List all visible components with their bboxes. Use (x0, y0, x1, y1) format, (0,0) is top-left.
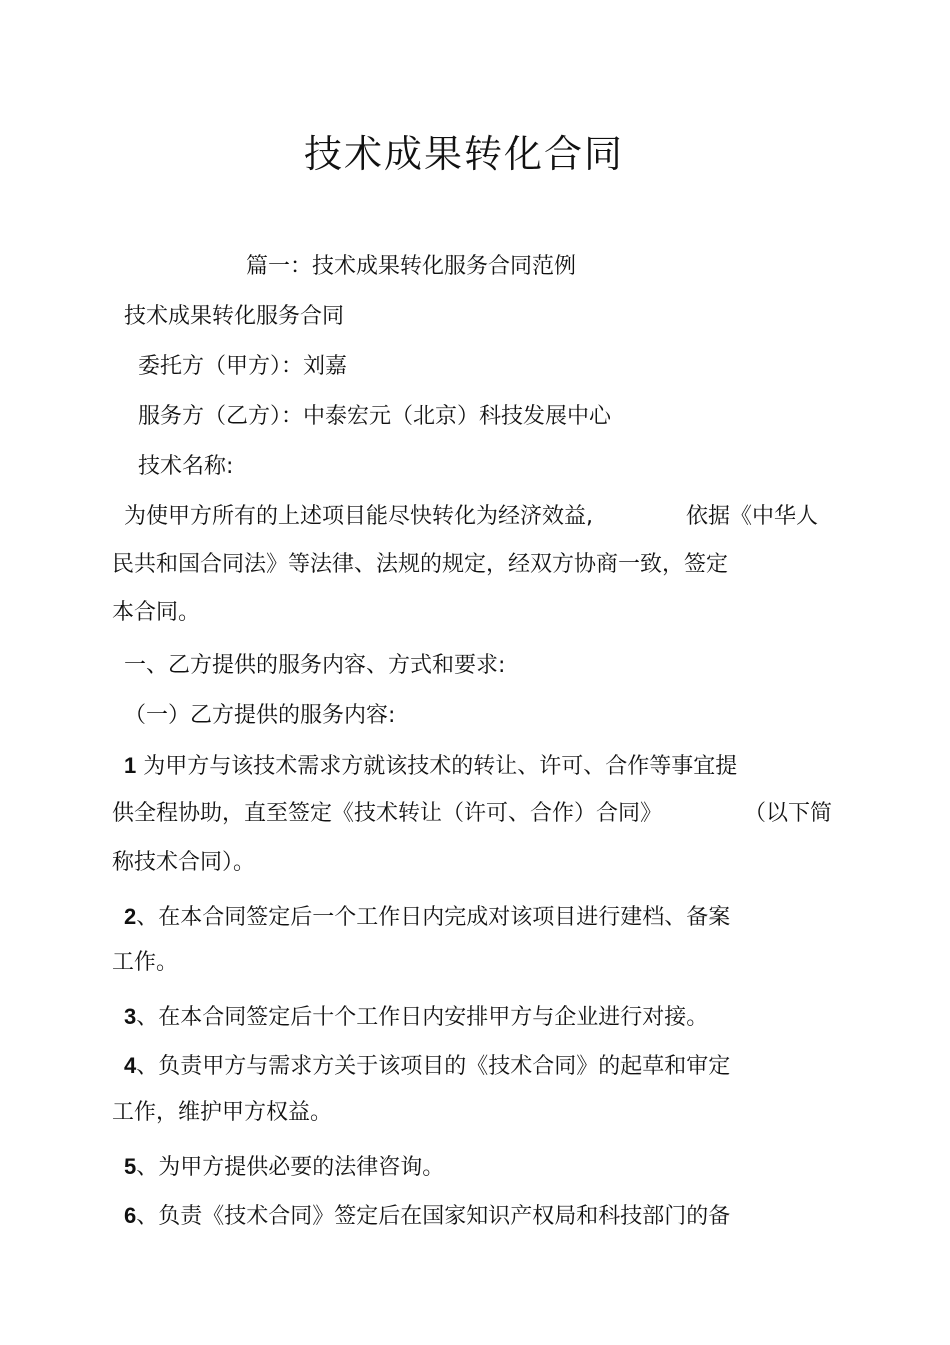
list-item-5-line-1 (124, 1152, 444, 1183)
document-subtitle: 篇一：技术成果转化服务合同范例 (246, 254, 577, 279)
list-item-3-text: 、在本合同签定后十个工作日内安排甲方与企业进行对接。 (136, 1005, 709, 1030)
list-item-3-number: 3 (124, 1004, 137, 1029)
provider-line: 服务方（乙方）：中泰宏元（北京）科技发展中心 (138, 404, 612, 429)
list-item-5-text: 、为甲方提供必要的法律咨询。 (136, 1155, 445, 1180)
list-item-4-text: 、负责甲方与需求方关于该项目的《技术合同》的起草和审定 (136, 1054, 731, 1079)
intro-line-1b: 依据《中华人 (686, 504, 819, 529)
intro-line-3: 本合同。 (112, 600, 201, 625)
list-item-2-number: 2 (124, 904, 137, 929)
document-title: 技术成果转化合同 (303, 132, 624, 176)
contract-name: 技术成果转化服务合同 (124, 304, 345, 329)
list-item-4-line-1 (124, 1051, 730, 1082)
intro-line-2: 民共和国合同法》等法律、法规的规定，经双方协商一致，签定 (112, 552, 729, 577)
intro-line-1a: 为使甲方所有的上述项目能尽快转化为经济效益, (124, 504, 593, 529)
list-item-4-number: 4 (124, 1053, 137, 1078)
list-item-2-line-2: 工作。 (112, 950, 179, 975)
tech-name-line: 技术名称: (138, 454, 234, 479)
list-item-1-number: 1 (124, 753, 137, 778)
list-item-1-line-2b: （以下简 (744, 801, 833, 826)
subsection-heading-1: （一）乙方提供的服务内容: (124, 703, 396, 728)
list-item-4-line-2: 工作，维护甲方权益。 (112, 1100, 333, 1125)
list-item-1-line-3: 称技术合同）。 (112, 850, 256, 875)
list-item-6-text: 、负责《技术合同》签定后在国家知识产权局和科技部门的备 (136, 1204, 731, 1229)
list-item-2-line-1 (124, 902, 730, 933)
section-heading-1: 一、乙方提供的服务内容、方式和要求: (124, 653, 506, 678)
list-item-5-number: 5 (124, 1154, 137, 1179)
list-item-1-text: 为甲方与该技术需求方就该技术的转让、许可、合作等事宜提 (143, 754, 738, 779)
list-item-6-line-1 (124, 1201, 730, 1232)
client-line: 委托方（甲方）：刘嘉 (138, 354, 348, 379)
list-item-2-text: 、在本合同签定后一个工作日内完成对该项目进行建档、备案 (136, 905, 731, 930)
list-item-1-line-2a: 供全程协助，直至签定《技术转让（许可、合作）合同》 (112, 801, 663, 826)
list-item-3-line-1 (124, 1002, 708, 1033)
list-item-1-line-1 (124, 751, 737, 782)
list-item-6-number: 6 (124, 1203, 137, 1228)
